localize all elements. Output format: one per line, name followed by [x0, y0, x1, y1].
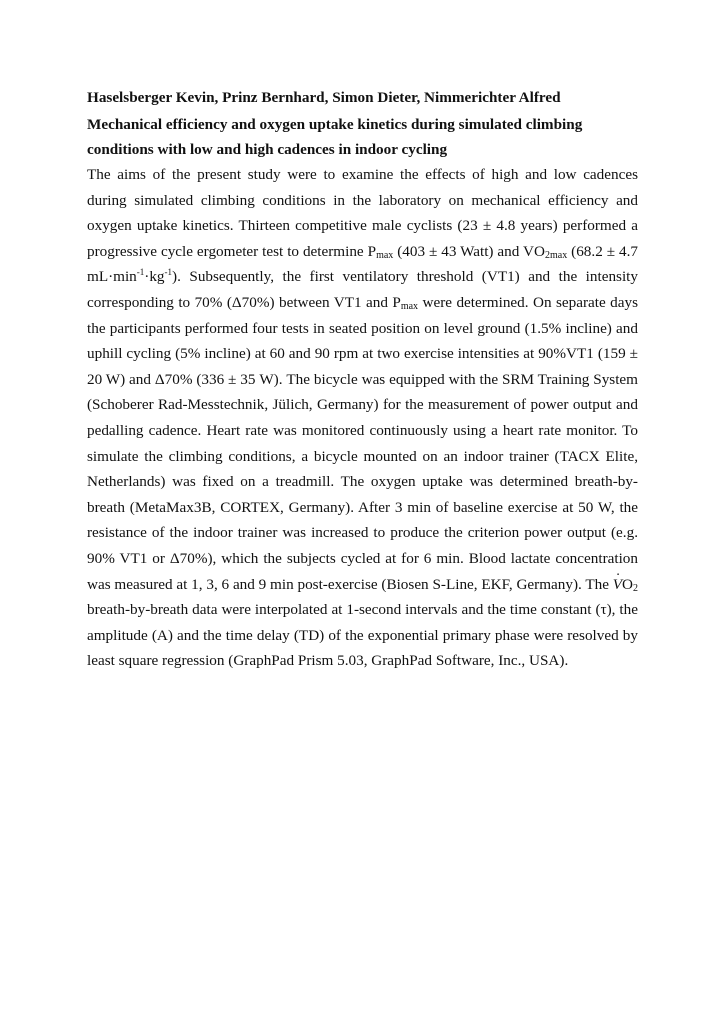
v-dot-symbol: V · [613, 572, 622, 598]
abstract-text: were determined. On separate days the participants performed four tests in seated position on level ground (1.5% incline) and uphill cycling (5% incline) at 60 and 90 rpm at two exercise intensities at 90%VT1 (159 ± 20 W) and Δ70% (336 ± 35 W). The bicycle was equipped with the SRM Training System (Schoberer Rad-Messtechnik, Jülich, Germany) for the measurement of power output and pedalling cadence. Heart rate was monitored continuously using a heart rate monitor. To simulate the climbing conditions, a bicycle mounted on an indoor trainer (TACX Elite, Netherlands) was fixed on a treadmill. The oxygen uptake was determined breath-by-breath (MetaMax3B, CORTEX, Germany). After 3 min of baseline exercise at 50 W, the resistance of the indoor trainer was increased to produce the criterion power output (e.g. 90% VT1 or Δ70%), which the subjects cycled at for 6 min. Blood lactate concentration was measured at 1, 3, 6 and 9 min post-exercise (Biosen S-Line, EKF, Germany). The [87, 293, 639, 593]
author-list: Haselsberger Kevin, Prinz Bernhard, Simon Dieter, Nimmerichter Alfred [87, 89, 561, 106]
paper-title: Mechanical efficiency and oxygen uptake kinetics during simulated climbing conditions with low and high cadences in indoor cycling [87, 116, 583, 158]
abstract-text: O [622, 575, 633, 593]
superscript: -1 [136, 267, 145, 278]
abstract-text: (403 ± 43 Watt) and VO [393, 242, 545, 260]
abstract-paragraph [87, 162, 638, 674]
subscript: max [376, 249, 394, 261]
subscript: 2max [544, 249, 568, 261]
abstract-text: ·kg [144, 268, 165, 286]
subscript: max [400, 300, 419, 312]
subscript: 2 [633, 582, 638, 594]
abstract-text: (68.2 ± 4.7 mL·min [87, 242, 638, 286]
abstract-text: The aims of the present study were to examine the effects of high and low cadences during simulated climbing conditions in the laboratory on mechanical efficiency and oxygen uptake kinetics. Thirteen competitive male cyclists (23 ± 4.8 years) performed a progressive cycle ergometer test to determine P [87, 166, 638, 260]
abstract-text: ). Subsequently, the first ventilatory threshold (VT1) and the intensity corresponding to 70% (Δ70%) between VT1 and P [87, 268, 638, 311]
document-page [87, 86, 638, 674]
superscript: -1 [164, 267, 173, 278]
abstract-text: breath-by-breath data were interpolated at 1-second intervals and the time constant (τ), the amplitude (A) and the time delay (TD) of the exponential primary phase were resolved by least square regression (GraphPad Prism 5.03, GraphPad Software, Inc., USA). [87, 601, 638, 670]
